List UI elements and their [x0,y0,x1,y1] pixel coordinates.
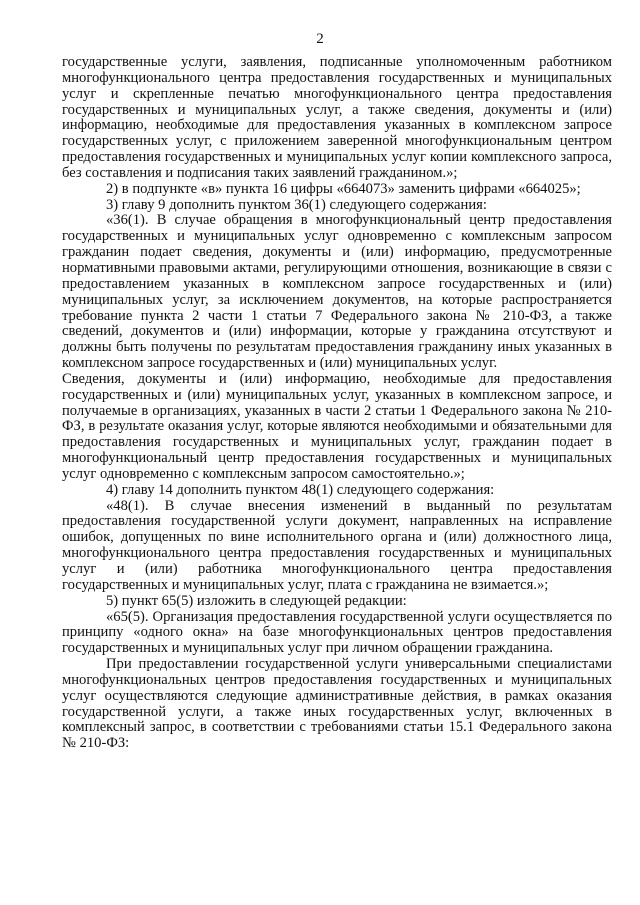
paragraph-item-5: 5) пункт 65(5) изложить в следующей редакции: [106,592,407,609]
paragraph-clause-65-5-cont: При предоставлении государственной услуги универсальными специалистами многофункциональных центров предоставления государственных и муниципальных услуг осуществляются следующие административные действия, в рамках оказания государственной услуги, а также иных государственных услуг, включенных в комплексный запрос, в соответствии с требованиями статьи 15.1 Федерального закона № 210-ФЗ: [62,656,612,752]
paragraph-item-2: 2) в подпункте «в» пункта 16 цифры «664073» заменить цифрами «664025»; [106,180,581,197]
document-body [62,55,612,752]
paragraph-clause-65-5: «65(5). Организация предоставления государственной услуги осуществляется по принципу «одного окна» на базе многофункциональных центров предоставления государственных и муниципальных услуг при личном обращении гражданина. [62,608,612,657]
paragraph-item-3: 3) главу 9 дополнить пунктом 36(1) следующего содержания: [106,196,487,213]
paragraph-clause-36-1: «36(1). В случае обращения в многофункциональный центр предоставления государственных и муниципальных услуг одновременно с комплексным запросом гражданин подает сведения, документы и (или) информацию, предусмотренные нормативными правовыми актами, регулирующими отношения, возникающие в связи с предоставлением указанных в комплексном запросе государственных и (или) муниципальных услуг, за исключением документов, на которые распространяется требование пункта 2 части 1 статьи 7 Федерального закона № 210-ФЗ, а также сведений, документов и (или) информации, которые у гражданина отсутствуют и должны быть получены по результатам предоставления гражданину иных указанных в комплексном запросе государственных и (или) муниципальных услуг. [62,212,612,372]
paragraph-clause-36-1-cont: Сведения, документы и (или) информацию, необходимые для предоставления государственных и (или) муниципальных услуг, указанных в комплексном запросе, и получаемые в организациях, указанных в части 2 статьи 1 Федерального закона № 210-ФЗ, в результате оказания услуг, которые являются необходимыми и обязательными для предоставления государственных и муниципальных услуг, гражданин подает в многофункциональный центр предоставления государственных и муниципальных услуг одновременно с комплексным запросом самостоятельно.»; [62,370,612,482]
paragraph-item-4: 4) главу 14 дополнить пунктом 48(1) следующего содержания: [106,481,495,498]
paragraph-continuation: государственные услуги, заявления, подписанные уполномоченным работником многофункционального центра предоставления государственных и муниципальных услуг и скрепленные печатью многофункционального центра предоставления государственных и муниципальных услуг, а также сведения, документы и (или) информацию, необходимые для предоставления указанных в комплексном запросе государственных услуг, с приложением заверенной многофункциональным центром предоставления государственных и муниципальных услуг копии комплексного запроса, без составления и подписания таких заявлений гражданином.»; [62,54,612,181]
paragraph-clause-48-1: «48(1). В случае внесения изменений в выданный по результатам предоставления государственной услуги документ, направленных на исправление ошибок, допущенных по вине исполнительного органа и (или) должностного лица, многофункционального центра предоставления государственных и муниципальных услуг и (или) работника многофункционального центра предоставления государственных и муниципальных услуг, плата с гражданина не взимается.»; [62,497,612,593]
page-number: 2 [316,31,324,47]
